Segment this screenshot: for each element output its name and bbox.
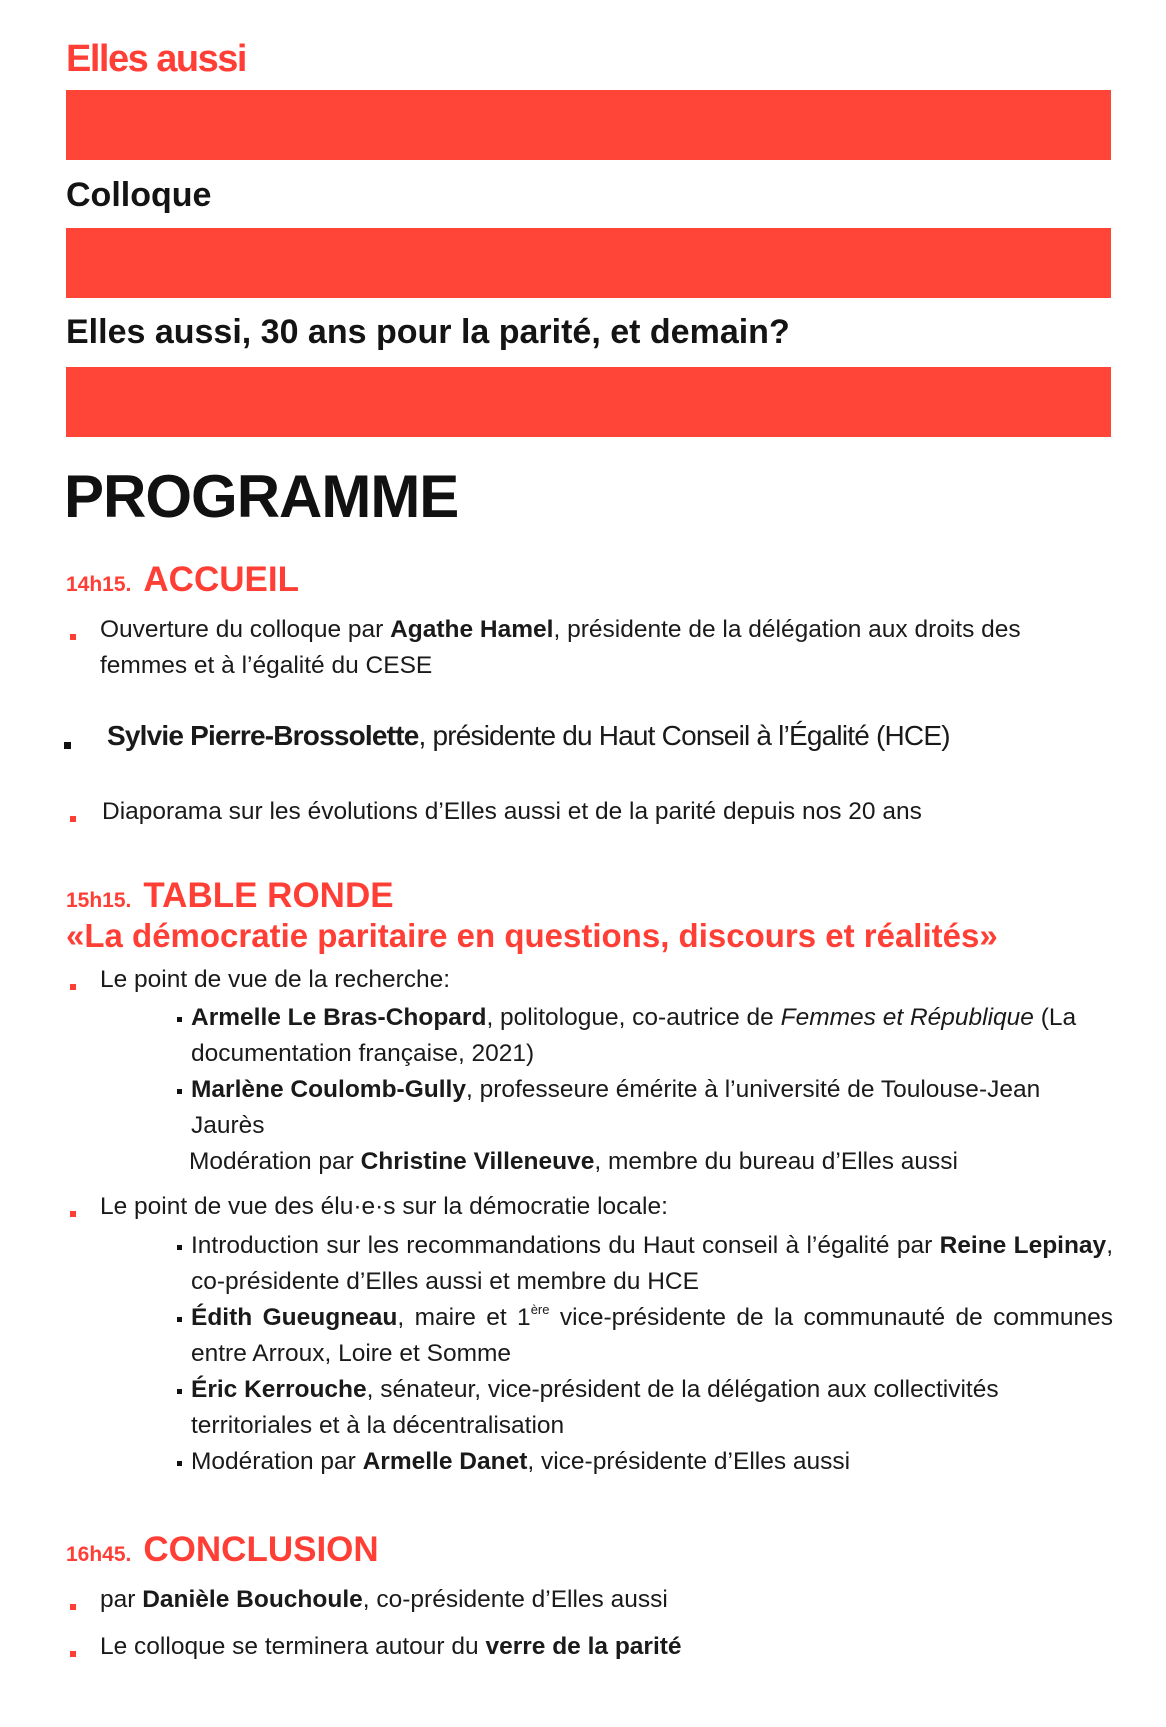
section-conclusion-heading <box>66 1530 379 1570</box>
speaker-le-bras-chopard: Armelle Le Bras-Chopard, politologue, co-autrice de Femmes et République (La documentation française, 2021) <box>191 1000 1113 1072</box>
section-title: CONCLUSION <box>143 1530 379 1569</box>
program-title: PROGRAMME <box>64 463 459 530</box>
bullet-icon <box>177 1389 182 1394</box>
bullet-icon <box>70 984 76 990</box>
bullet-icon <box>70 1604 76 1610</box>
speaker-kerrouche: Éric Kerrouche, sénateur, vice-président de la délégation aux collectivités territoriales et à la décentralisation <box>191 1372 1113 1444</box>
bullet-icon <box>177 1017 182 1022</box>
bullet-icon <box>177 1317 182 1322</box>
speaker-name: Sylvie Pierre-Brossolette <box>107 720 419 751</box>
bullet-icon <box>70 634 76 640</box>
red-band <box>66 228 1111 298</box>
section-title: ACCUEIL <box>143 560 299 599</box>
conclusion-item-bouchoule: par Danièle Bouchoule, co-présidente d’Elles aussi <box>100 1586 668 1613</box>
speaker-gueugneau: Édith Gueugneau, maire et 1ère vice-présidente de la communauté de communes entre Arroux, Loire et Somme <box>191 1300 1113 1372</box>
red-band <box>66 90 1111 160</box>
section-time: 15h15. <box>66 889 132 912</box>
bullet-icon <box>64 742 71 749</box>
section-time: 16h45. <box>66 1543 132 1566</box>
section-accueil-heading <box>66 560 299 600</box>
section-time: 14h15. <box>66 573 132 596</box>
recherche-intro: Le point de vue de la recherche: <box>100 966 451 993</box>
speaker-name: Agathe Hamel <box>390 616 554 643</box>
section-title: TABLE RONDE <box>143 876 394 915</box>
section-table-ronde-heading <box>66 876 998 954</box>
bullet-icon <box>177 1089 182 1094</box>
accueil-item-diaporama: Diaporama sur les évolutions d’Elles aussi et de la parité depuis nos 20 ans <box>102 798 922 825</box>
moderation-villeneuve: Modération par Christine Villeneuve, membre du bureau d’Elles aussi <box>189 1148 958 1175</box>
elus-intro: Le point de vue des élu·e·s sur la démocratie locale: <box>100 1193 668 1220</box>
moderation-danet: Modération par Armelle Danet, vice-présidente d’Elles aussi <box>191 1444 1113 1480</box>
bullet-icon <box>177 1245 182 1250</box>
bullet-icon <box>70 816 76 822</box>
red-band <box>66 367 1111 437</box>
section-subtitle: «La démocratie paritaire en questions, discours et réalités» <box>66 917 998 954</box>
speaker-coulomb-gully: Marlène Coulomb-Gully, professeure émérite à l’université de Toulouse-Jean Jaurès <box>191 1072 1113 1144</box>
accueil-item-hce: Sylvie Pierre-Brossolette, présidente du Haut Conseil à l’Égalité (HCE) <box>107 720 950 751</box>
speaker-lepinay: Introduction sur les recommandations du Haut conseil à l’égalité par Reine Lepinay, co-présidente d’Elles aussi et membre du HCE <box>191 1228 1113 1300</box>
event-type: Colloque <box>66 176 212 214</box>
conclusion-item-verre: Le colloque se terminera autour du verre de la parité <box>100 1633 682 1660</box>
accueil-item-opening: Ouverture du colloque par Agathe Hamel, présidente de la délégation aux droits des femmes et à l’égalité du CESE <box>100 616 1021 679</box>
bullet-icon <box>177 1461 182 1466</box>
event-title: Elles aussi, 30 ans pour la parité, et demain? <box>66 313 790 351</box>
brand-title: Elles aussi <box>66 38 246 80</box>
bullet-icon <box>70 1651 76 1657</box>
bullet-icon <box>70 1211 76 1217</box>
